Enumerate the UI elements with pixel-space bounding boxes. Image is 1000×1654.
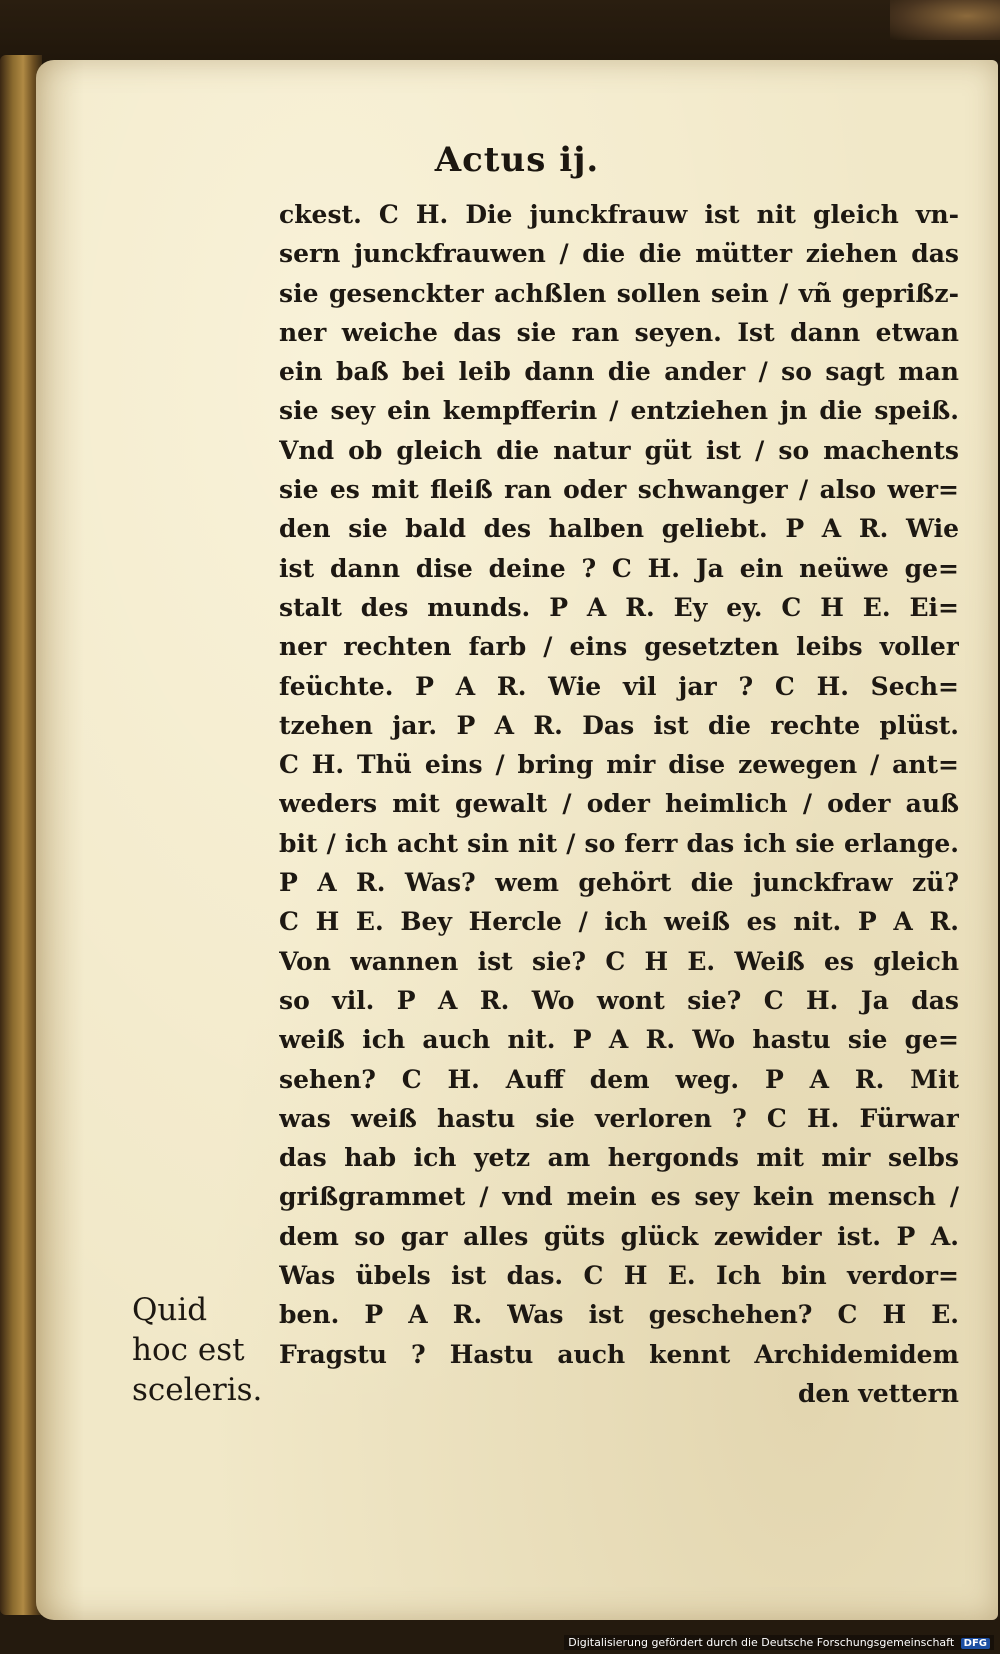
text-line: stalt des munds. P A R. Ey ey. C H E. Ei= — [279, 592, 959, 622]
marginal-note-line: hoc est — [132, 1332, 245, 1368]
text-line: sehen? C H. Auff dem weg. P A R. Mit — [279, 1064, 959, 1094]
text-line: ner weiche das sie ran seyen. Ist dann etwan — [279, 317, 959, 347]
body-text — [279, 195, 959, 1413]
text-line: so vil. P A R. Wo wont sie? C H. Ja das — [279, 985, 959, 1015]
text-line: C H. Thü eins / bring mir dise zewegen / ant= — [279, 750, 959, 780]
text-line: Vnd ob gleich die natur güt ist / so machents — [279, 435, 959, 465]
book-page — [36, 60, 998, 1620]
text-line: C H E. Bey Hercle / ich weiß es nit. P A R. — [279, 907, 959, 937]
text-line: weders mit gewalt / oder heimlich / oder auß — [279, 789, 959, 819]
text-line: dem so gar alles güts glück zewider ist. P A. — [279, 1221, 959, 1251]
text-line: das hab ich yetz am hergonds mit mir selbs — [279, 1143, 959, 1173]
text-line: grißgrammet / vnd mein es sey kein mensch / — [279, 1182, 959, 1212]
marginal-note — [132, 1290, 262, 1410]
text-line: weiß ich auch nit. P A R. Wo hastu sie ge= — [279, 1025, 959, 1055]
dfg-logo: DFG — [961, 1638, 990, 1649]
running-head: Actus ij. — [434, 140, 600, 180]
text-line: den sie bald des halben geliebt. P A R. Wie — [279, 514, 959, 544]
marginal-note-line: Quid — [132, 1292, 208, 1328]
text-line: Fragstu ? Hastu auch kennt Archidemidem — [279, 1339, 959, 1369]
text-line: ist dann dise deine ? C H. Ja ein neüwe ge= — [279, 553, 959, 583]
digitization-credit — [564, 1635, 994, 1650]
text-line: bit / ich acht sin nit / so ferr das ich sie erlange. — [279, 828, 959, 858]
text-line: tzehen jar. P A R. Das ist die rechte plüst. — [279, 710, 959, 740]
text-line: Von wannen ist sie? C H E. Weiß es gleich — [279, 946, 959, 976]
corner-wear — [890, 0, 1000, 40]
text-line: sie es mit fleiß ran oder schwanger / also wer= — [279, 475, 959, 505]
text-line: feüchte. P A R. Wie vil jar ? C H. Sech= — [279, 671, 959, 701]
text-line: sie sey ein kempfferin / entziehen jn die speiß. — [279, 396, 959, 426]
text-line: sern junckfrauwen / die die mütter ziehen das — [279, 239, 959, 269]
text-line: sie gesenckter achßlen sollen sein / vñ geprißz- — [279, 278, 959, 308]
credit-text: Digitalisierung gefördert durch die Deutsche Forschungsgemeinschaft — [568, 1636, 955, 1649]
text-line: ben. P A R. Was ist geschehen? C H E. — [279, 1300, 959, 1330]
marginal-note-line: sceleris. — [132, 1372, 263, 1408]
text-line: Was übels ist das. C H E. Ich bin verdor= — [279, 1261, 959, 1291]
text-line: ein baß bei leib dann die ander / so sagt man — [279, 357, 959, 387]
text-line: ckest. C H. Die junckfrauw ist nit gleich vn- — [279, 200, 959, 229]
catchword-line: den vettern — [797, 1378, 959, 1408]
text-line: was weiß hastu sie verloren ? C H. Fürwar — [279, 1103, 959, 1133]
text-line: P A R. Was? wem gehört die junckfraw zü? — [279, 868, 959, 898]
text-line: ner rechten farb / eins gesetzten leibs voller — [279, 632, 959, 662]
